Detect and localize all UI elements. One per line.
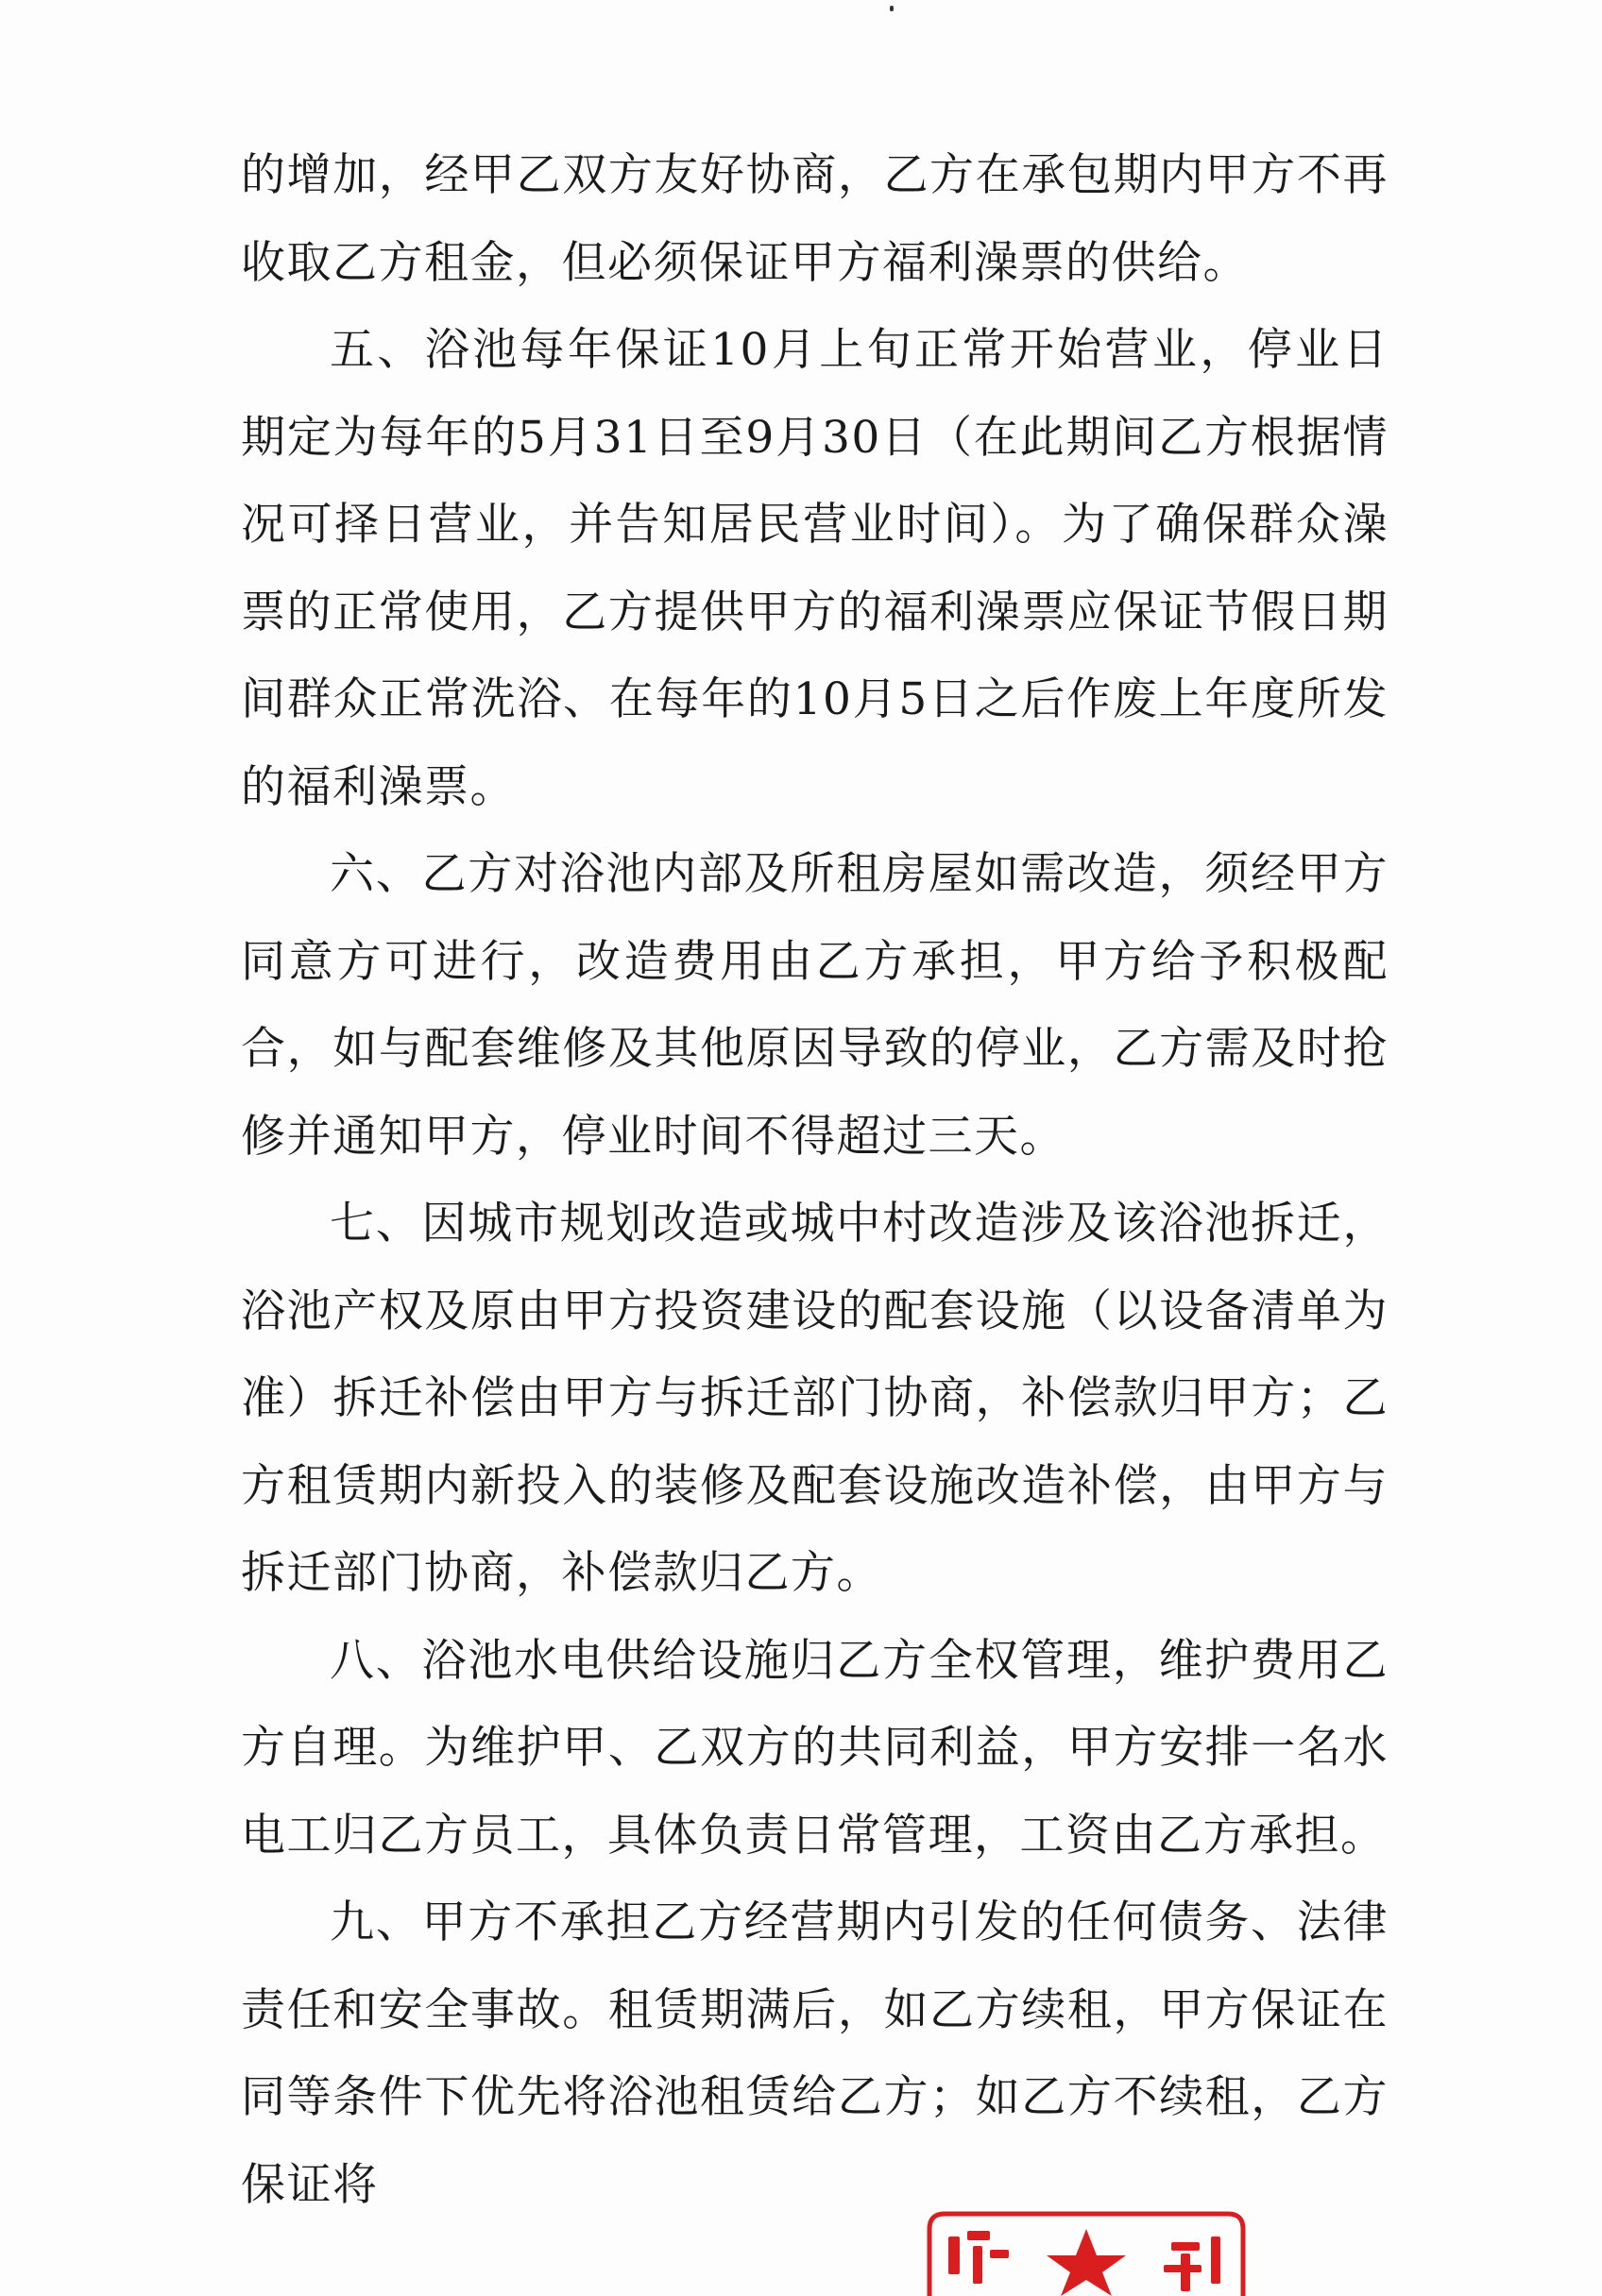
seal-glyph-right-4 (1211, 2236, 1220, 2284)
seal-star (1047, 2229, 1126, 2296)
scan-speck (890, 6, 894, 11)
paragraph-clause-8: 八、浴池水电供给设施归乙方全权管理，维护费用乙方自理。为维护甲、乙双方的共同利益，甲方安排一名水电工归乙方员工，具体负责日常管理，工资由乙方承担。 (241, 1634, 1389, 1862)
seal-glyph-right-1 (1171, 2242, 1200, 2251)
seal-glyph-left-3 (973, 2246, 982, 2284)
seal-glyph-right-3 (1164, 2265, 1202, 2272)
seal-graphic (916, 2208, 1256, 2296)
paragraph-clause-7: 七、因城市规划改造或城中村改造涉及该浴池拆迁，浴池产权及原由甲方投资建设的配套设施（以设备清单为准）拆迁补偿由甲方与拆迁部门协商，补偿款归甲方；乙方租赁期内新投入的装修及配套设施改造补偿，由甲方与拆迁部门协商，补偿款归乙方。 (241, 1198, 1389, 1599)
paragraph-clause-5: 五、浴池每年保证10月上旬正常开始营业，停业日期定为每年的5月31日至9月30日（在此期间乙方根据情况可择日营业，并告知居民营业时间）。为了确保群众澡票的正常使用，乙方提供甲方的福利澡票应保证节假日期间群众正常洗浴、在每年的10月5日之后作废上年度所发的福利澡票。 (241, 324, 1389, 813)
contract-body (241, 132, 1389, 2229)
seal-glyph-left-2 (967, 2231, 990, 2240)
paragraph-continuation: 的增加，经甲乙双方友好协商，乙方在承包期内甲方不再收取乙方租金，但必须保证甲方福利澡票的供给。 (241, 149, 1389, 289)
red-star-seal-icon (916, 2208, 1256, 2296)
seal-glyph-left-1 (948, 2236, 960, 2274)
paragraph-clause-6: 六、乙方对浴池内部及所租房屋如需改造，须经甲方同意方可进行，改造费用由乙方承担，甲方给予积极配合，如与配套维修及其他原因导致的停业，乙方需及时抢修并通知甲方，停业时间不得超过三天。 (241, 848, 1389, 1163)
seal-glyph-left-4 (990, 2250, 1009, 2258)
paragraph-clause-9: 九、甲方不承担乙方经营期内引发的任何债务、法律责任和安全事故。租赁期满后，如乙方续租，甲方保证在同等条件下优先将浴池租赁给乙方；如乙方不续租，乙方保证将 (241, 1896, 1389, 2211)
